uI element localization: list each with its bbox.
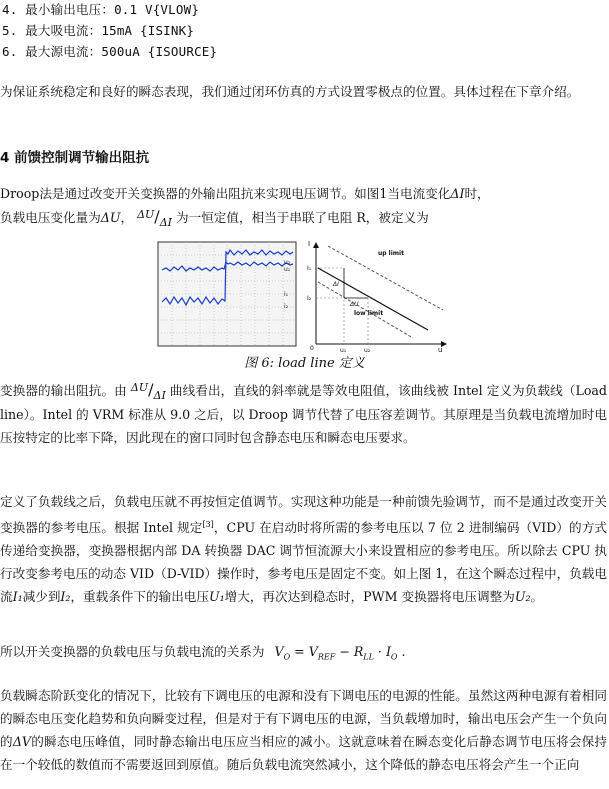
delta-u-over-delta-i: ΔU/ΔI	[137, 207, 172, 229]
graph-axis-u: u	[438, 346, 443, 354]
load-line	[318, 268, 428, 330]
section-heading: 4 前馈控制调节输出阻抗	[0, 150, 150, 166]
graph-delta-i: ΔI	[333, 281, 339, 288]
paragraph-feedforward: 定义了负载线之后，负载电压就不再按恒定值调节。实现这种功能是一种前馈先验调节，而不是通过改变开关变换器的参考电压。根据 Intel 规定[3]，CPU 在启动时将所需的参考电压以 7 位 2 进制编码（VID）的方式传递给变换器，变换器根据内部 DA 转换器 DAC 调节恒流源大小来设置相应的参考电压。所以除去 CPU 执行改变参考电压的动态 VID（D-VID）操作时，参考电压是固定不变。如上图 1，在这个瞬态过程中，负载电流I₁减少到I₂，重载条件下的输出电压U₁增大，再次达到稳态时，PWM 变换器将电压调整为U₂。	[0, 494, 607, 605]
feedforward-text-1: 定义了负载线之后，负载电压就不再按恒定值调节。实现这种功能是一种前馈先验调节，而不是通过改变开关变换器的参考电压。根据 Intel 规定	[0, 494, 607, 536]
figure-caption: 图 6: load line 定义	[244, 356, 365, 371]
graph-origin: 0	[310, 345, 314, 352]
paragraph-transient	[0, 684, 607, 776]
formula-io: I	[385, 644, 391, 659]
paragraph-loadline	[0, 378, 607, 449]
graph-axis-i: I	[308, 240, 311, 248]
loadline-prefix: 变换器的输出阻抗。由	[0, 383, 127, 398]
paragraph-stability: 为保证系统稳定和良好的瞬态表现，我们通过闭环仿真的方式设置零极点的位置。具体过程在下章介绍。	[0, 84, 580, 99]
low-limit-label: low limit	[354, 310, 384, 317]
graph-u1-label: u₁	[340, 347, 347, 354]
scope-label-u1: u₁	[284, 266, 291, 273]
loadline-frac-numerator: ΔU	[130, 381, 149, 394]
frac-numerator: ΔU	[137, 208, 155, 221]
scope-label-i2: i₂	[284, 303, 289, 310]
spec-item-5: 5. 最大吸电流：15mA {ISINK}	[2, 23, 195, 38]
loadline-body: 曲线看出，直线的斜率就是等效电阻值，该曲线被 Intel 定义为负载线（Load line）。Intel 的 VRM 标准从 9.0 之后，以 Droop 调节代替了电压容差调节。其原理是当负载电流增加时电压按特定的比率下降，因此现在的窗口同时包含静态电压和瞬态电压要求。	[0, 383, 607, 445]
graph-i2-label: I₂	[307, 295, 312, 302]
formula-vref: V	[308, 644, 318, 659]
formula-vo: V	[274, 644, 284, 659]
formula: $V_O = V_{REF} - R_{LL} \cdot I_O$ .	[274, 644, 406, 662]
reference-3: [3]	[202, 520, 214, 529]
loadline-fraction: ΔU/ΔI	[130, 380, 166, 402]
formula-rll: R	[353, 644, 364, 659]
paragraph-droop: Droop法是通过改变开关变换器的外输出阻抗来实现电压调节。如图1当电流变化ΔI时， 负载电压变化量为ΔU， ΔU/ΔI 为一恒定值，相当于串联了电阻 R，被定义为	[0, 186, 490, 229]
droop-text-2a: 负载电压变化量为	[0, 210, 101, 225]
loadline-frac-denominator: ΔI	[153, 389, 166, 402]
paragraph-relation	[0, 640, 607, 669]
formula-vo-sub: O	[283, 652, 291, 662]
figure-load-line	[158, 240, 448, 354]
droop-text-2b: 为一恒定值，相当于串联了电阻 R，被定义为	[176, 210, 429, 225]
feedforward-text-5: 增大，再次达到稳态时，PWM 变换器将电压调整为	[224, 589, 515, 605]
symbol-delta-v: ΔV	[12, 734, 32, 749]
delta-i-symbol: ΔI	[450, 186, 465, 201]
scope-label-i1: i₁	[284, 291, 289, 298]
graph-i1-label: I₁	[307, 265, 312, 272]
graph-delta-u: ΔU	[350, 301, 359, 308]
relation-text: 所以开关变换器的负载电压与负载电流的关系为	[0, 644, 265, 659]
figure-svg	[158, 240, 448, 354]
droop-text-1b: 时，	[464, 186, 490, 201]
delta-u-symbol: ΔU	[100, 210, 121, 225]
symbol-u2: U₂	[514, 589, 531, 605]
formula-io-sub: O	[390, 652, 398, 662]
feedforward-text-3: 减少到	[22, 589, 61, 605]
transient-text-2: 的瞬态电压峰值，同时静态输出电压应当相应的减小。这就意味着在瞬态变化后静态调节电压将会保持在一个较低的数值而不需要返回到原值。随后负载电流突然减小，这个降低的静态电压将会产生一个正向	[0, 734, 608, 772]
feedforward-text-2: ，CPU 在启动时将所需的参考电压以 7 位 2 进制编码（VID）的方式传递给变换器，变换器根据内部 DA 转换器 DAC 调节恒流源大小来设置相应的参考电压。所以除去 CPU 执行改变参考电压的动态 VID（D-VID）操作时，参考电压是固定不变。如上图 1，在这个瞬态过程中，负载电流	[0, 520, 607, 605]
frac-denominator: ΔI	[159, 216, 172, 229]
load-line-graph	[307, 240, 447, 354]
graph-u2-label: u₂	[364, 347, 371, 354]
symbol-u1: U₁	[208, 589, 225, 605]
transient-text-1: 负载瞬态阶跃变化的情况下，比较有下调电压的电源和没有下调电压的电源的性能。虽然这两种电源有着相同的瞬态电压变化趋势和负向瞬变过程，但是对于有下调电压的电源，当负载增加时，输出电压会产生一个负向的	[0, 688, 607, 749]
spec-item-4: 4. 最小输出电压：0.1 V{VLOW}	[2, 2, 200, 17]
feedforward-text-4: ，重载条件下的输出电压	[70, 589, 209, 605]
droop-text-1a: Droop法是通过改变开关变换器的外输出阻抗来实现电压调节。如图1当电流变化	[0, 186, 451, 201]
symbol-i1: I₁	[12, 589, 23, 605]
spec-item-6: 6. 最大源电流：500uA {ISOURCE}	[2, 44, 218, 59]
formula-rll-sub: LL	[363, 652, 374, 662]
formula-vref-sub: REF	[317, 652, 336, 662]
scope-label-u2: u₂	[284, 259, 291, 266]
y-arrow-icon	[313, 242, 319, 248]
up-limit-label: up limit	[378, 250, 404, 257]
symbol-i2: I₂	[60, 589, 71, 605]
